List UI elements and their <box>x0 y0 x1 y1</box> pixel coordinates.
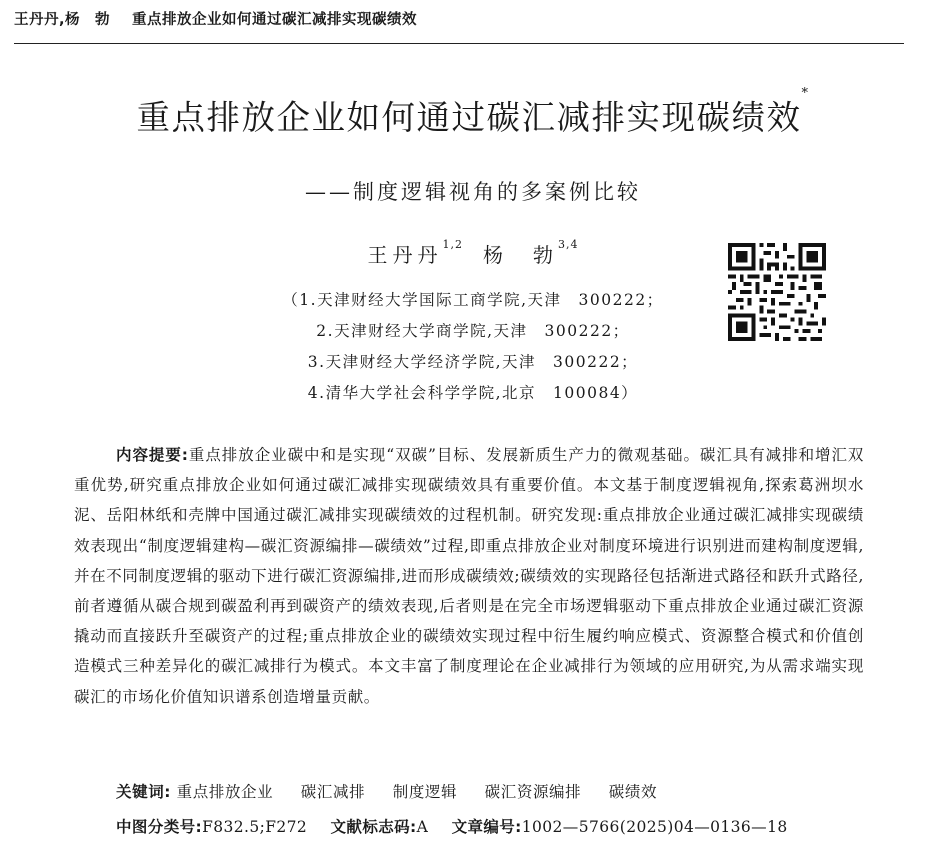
title-footnote-marker: * <box>801 86 810 101</box>
running-head-title: 重点排放企业如何通过碳汇减排实现碳绩效 <box>132 12 418 28</box>
classification-line <box>116 815 806 837</box>
affiliation-line: 4.清华大学社会科学学院,北京 100084） <box>307 384 639 402</box>
abstract-label: 内容提要: <box>116 446 189 464</box>
running-head <box>14 8 417 29</box>
author-name: 杨 勃 <box>483 243 558 267</box>
affiliation-line: （1.天津财经大学国际工商学院,天津 300222； <box>282 291 664 309</box>
doc-code-label: 文献标志码: <box>330 818 417 836</box>
abstract-text: 重点排放企业碳中和是实现“双碳”目标、发展新质生产力的微观基础。碳汇具有减排和增汇双重优势,研究重点排放企业如何通过碳汇减排实现碳绩效具有重要价值。本文基于制度逻辑视角,探索葛洲坝水泥、岳阳林纸和壳牌中国通过碳汇减排实现碳绩效的过程机制。研究发现:重点排放企业通过碳汇减排实现碳绩效表现出“制度逻辑建构—碳汇资源编排—碳绩效”过程,即重点排放企业对制度环境进行识别进而建构制度逻辑,并在不同制度逻辑的驱动下进行碳汇资源编排,进而形成碳绩效;碳绩效的实现路径包括渐进式路径和跃升式路径,前者遵循从碳合规到碳盈利再到碳资产的绩效表现,后者则是在完全市场逻辑驱动下重点排放企业通过碳汇资源撬动而直接跃升至碳资产的过程;重点排放企业的碳绩效实现过程中衍生履约响应模式、资源整合模式和价值创造模式三种差异化的碳汇减排行为模式。本文丰富了制度理论在企业减排行为领域的应用研究,为从需求端实现碳汇的市场化价值知识谱系创造增量贡献。 <box>74 446 864 706</box>
keywords-label: 关键词: <box>116 783 172 801</box>
keyword: 碳汇减排 <box>300 783 366 801</box>
running-head-authors: 王丹丹,杨 勃 <box>14 12 111 28</box>
keyword: 碳汇资源编排 <box>484 783 582 801</box>
article-subtitle: ——制度逻辑视角的多案例比较 <box>305 180 641 204</box>
article-no-value: 1002—5766(2025)04—0136—18 <box>521 818 788 836</box>
keyword: 制度逻辑 <box>392 783 458 801</box>
clc-label: 中图分类号: <box>116 818 203 836</box>
keywords-line <box>116 780 679 802</box>
author-affil-sup: 3,4 <box>558 238 579 251</box>
author-affil-sup: 1,2 <box>442 238 463 251</box>
abstract <box>74 440 864 712</box>
keyword: 碳绩效 <box>608 783 658 801</box>
author-name: 王丹丹 <box>367 243 443 267</box>
clc-value: F832.5;F272 <box>202 818 308 836</box>
affiliation-line: 3.天津财经大学经济学院,天津 300222； <box>307 353 639 371</box>
title-text: 重点排放企业如何通过碳汇减排实现碳绩效 <box>136 98 802 137</box>
doc-code-value: A <box>416 818 429 836</box>
affiliation-line: 2.天津财经大学商学院,天津 300222； <box>316 322 630 340</box>
article-title <box>0 86 946 139</box>
article-no-label: 文章编号: <box>451 818 522 836</box>
header-divider <box>14 43 904 44</box>
qr-code-icon <box>728 243 826 341</box>
keyword: 重点排放企业 <box>176 783 274 801</box>
